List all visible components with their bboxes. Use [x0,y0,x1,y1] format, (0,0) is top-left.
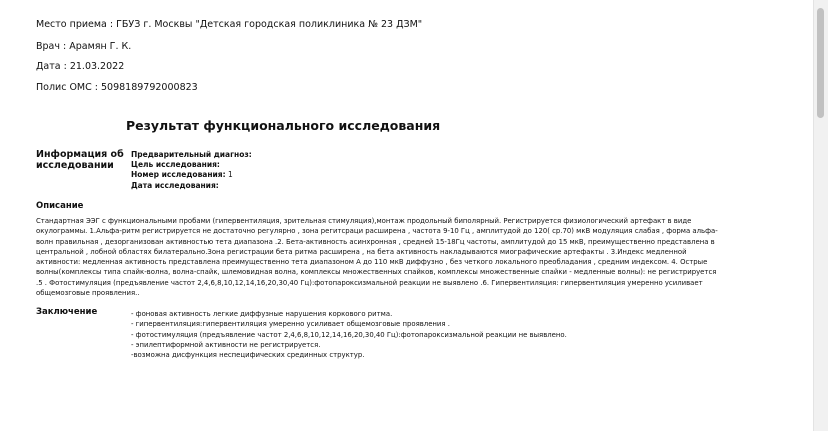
info-preliminary-diagnosis: Предварительный диагноз: [131,150,252,159]
visit-place: Место приема : ГБУЗ г. Москвы "Детская городская поликлиника № 23 ДЗМ" [36,19,423,30]
description-line: окулограммы. 1.Альфа-ритм регистрируется не достаточно регулярно , зона регитсраци расширена , частота 9-10 Гц , амплитудой до 120( ср.70) мкВ модуляция слабая , форма альфа- [36,227,718,236]
description-line: волн правильная , дезорганизован активностью тета диапазона .2. Бета-активность асинхронная , средней 15-18Гц частоты, амплитудой до 15 мкВ, преимущественно представлена в [36,237,715,246]
info-study-date: Дата исследования: [131,180,219,190]
info-label-line2: исследовании [36,160,114,171]
conclusion-line: -возможна дисфункция неспецифических срединных структур. [131,351,365,360]
description-line: волны(комплексы типа спайк-волна, волна-спайк, шлемовидная волна, комплексы множественных спайков, комплексы множественные спайки - медленные волны): не регистрируется [36,268,717,277]
document-title: Результат функционального исследования [126,118,441,133]
visit-date: Дата : 21.03.2022 [36,61,125,72]
conclusion-line: - фоновая активность легкие диффузные нарушения коркового ритма. [131,310,393,318]
insurance-policy: Полис ОМС : 5098189792000823 [36,82,198,93]
conclusion-line: - фотостимуляция (предъявление частот 2,4,6,8,10,12,14,16,20,30,40 Гц):фотопароксизмальной реакции не выявлено. [131,330,567,339]
info-section-label [36,149,124,171]
conclusion-heading: Заключение [36,307,98,317]
description-heading: Описание [36,201,84,211]
conclusion-line: - гипервентиляция:гипервентиляция умеренно усиливает общемозговые проявления . [131,320,450,329]
description-line: .5 . Фотостимуляция (предъявление частот 2,4,6,8,10,12,14,16,20,30,40 Гц):фотопароксизмальной реакции не выявлено .6. Гипервентиляция: гипервентиляция умеренно усиливает [36,278,703,287]
conclusion-line: - эпилептиформной активности не регистрируется. [131,340,321,349]
info-study-purpose: Цель исследования: [131,160,220,170]
info-list [131,150,252,191]
description-line: центральной , лобной областях билатерально.Зона регистрации бета ритма расширена , на бета активность накладываются миографические артефакты . 3.Индекс медленной [36,247,687,256]
description-line: общемозговые проявления.. [36,289,140,298]
conclusion-text [131,309,567,360]
description-line: Стандартная ЭЭГ с функциональными пробами (гипервентиляция, зрительная стимуляция),монтаж продольный биполярный. Регистрируется физиологический артефакт в виде [36,217,692,225]
info-label-line1: Информация об [36,149,124,160]
scrollbar-thumb[interactable] [817,8,824,118]
doctor-name: Врач : Арамян Г. К. [36,41,132,52]
description-line: активности: медленная активность представлена преимущественно тета диапазоном А до 110 мкВ диффузно , без четкого локального преобладания , средним индексом. 4. Острые [36,258,708,267]
description-text [36,216,792,298]
vertical-scrollbar[interactable] [813,0,828,431]
info-study-number: Номер исследования: 1 [131,170,233,180]
